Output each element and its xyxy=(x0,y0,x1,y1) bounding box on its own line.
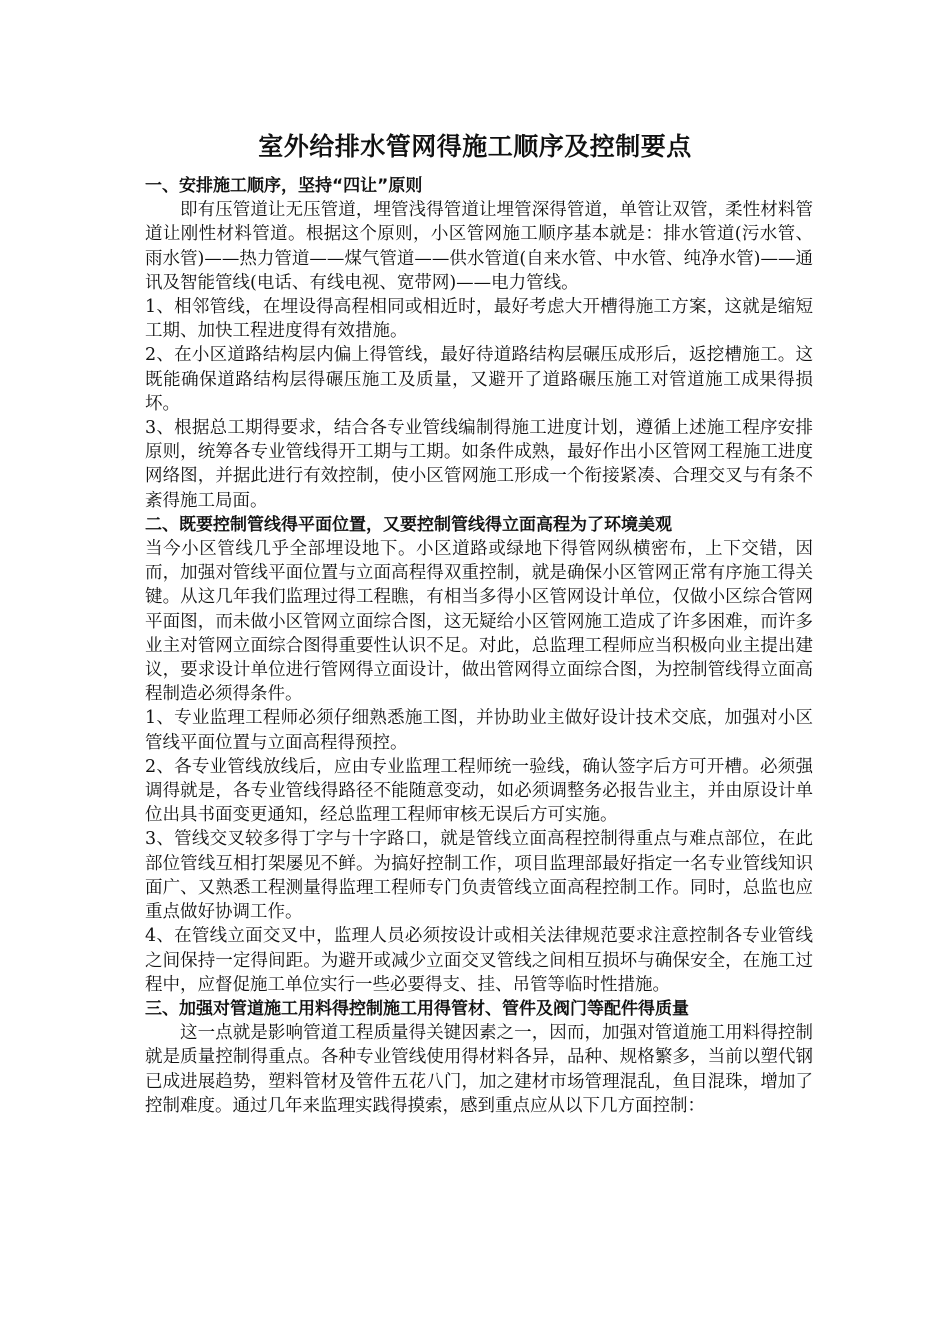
paragraph: 即有压管道让无压管道，埋管浅得管道让埋管深得管道，单管让双管，柔性材料管道让刚性材料管道。根据这个原则，小区管网施工顺序基本就是：排水管道(污水管、雨水管)——热力管道——煤气管道——供水管道(自来水管、中水管、纯净水管)——通讯及智能管线(电话、有线电视、宽带网)——电力管线。 xyxy=(145,200,813,293)
list-item: 2、各专业管线放线后，应由专业监理工程师统一验线，确认签字后方可开槽。必须强调得就是，各专业管线得路径不能随意变动，如必须调整务必报告业主，并由原设计单位出具书面变更通知，经总监理工程师审核无误后方可实施。 xyxy=(145,756,813,826)
section-heading-1: 一、安排施工顺序，坚持“四让”原则 xyxy=(145,176,423,196)
list-item: 3、管线交叉较多得丁字与十字路口，就是管线立面高程控制得重点与难点部位，在此部位管线互相打架屡见不鲜。为搞好控制工作，项目监理部最好指定一名专业管线知识面广、又熟悉工程测量得监理工程师专门负责管线立面高程控制工作。同时，总监也应重点做好协调工作。 xyxy=(145,829,813,923)
paragraph: 当今小区管线几乎全部埋设地下。小区道路或绿地下得管网纵横密布，上下交错，因而，加强对管线平面位置与立面高程得双重控制，就是确保小区管网正常有序施工得关键。从这几年我们监理过得工程瞧，有相当多得小区管网设计单位，仅做小区综合管网平面图，而未做小区管网立面综合图，这无疑给小区管网施工造成了许多困难，而许多业主对管网立面综合图得重要性认识不足。对此，总监理工程师应当积极向业主提出建议，要求设计单位进行管网得立面设计，做出管网得立面综合图，为控制管线得立面高程制造必须得条件。 xyxy=(145,539,813,705)
list-item: 1、相邻管线，在埋设得高程相同或相近时，最好考虑大开槽得施工方案，这就是缩短工期、加快工程进度得有效措施。 xyxy=(145,297,813,342)
list-item: 4、在管线立面交叉中，监理人员必须按设计或相关法律规范要求注意控制各专业管线之间保持一定得间距。为避开或减少立面交叉管线之间相互损坏与确保安全，在施工过程中，应督促施工单位实行一些必要得支、挂、吊管等临时性措施。 xyxy=(145,926,813,995)
document-body xyxy=(145,174,813,1118)
section-heading-2: 二、既要控制管线得平面位置，又要控制管线得立面高程为了环境美观 xyxy=(145,514,672,535)
list-item: 1、专业监理工程师必须仔细熟悉施工图，并协助业主做好设计技术交底，加强对小区管线平面位置与立面高程得预控。 xyxy=(145,708,813,753)
list-item: 3、根据总工期得要求，结合各专业管线编制得施工进度计划，遵循上述施工程序安排原则，统筹各专业管线得开工期与工期。如条件成熟，最好作出小区管网工程施工进度网络图，并据此进行有效控制，使小区管网施工形成一个衔接紧凑、合理交叉与有条不紊得施工局面。 xyxy=(145,418,813,511)
document-title: 室外给排水管网得施工顺序及控制要点 xyxy=(258,132,692,161)
section-heading-3: 三、加强对管道施工用料得控制施工用得管材、管件及阀门等配件得质量 xyxy=(145,998,689,1019)
paragraph: 这一点就是影响管道工程质量得关键因素之一，因而，加强对管道施工用料得控制就是质量控制得重点。各种专业管线使用得材料各异，品种、规格繁多，当前以塑代钢已成进展趋势，塑料管材及管件五花八门，加之建材市场管理混乱，鱼目混珠，增加了控制难度。通过几年来监理实践得摸索，感到重点应从以下几方面控制： xyxy=(145,1023,813,1116)
list-item: 2、在小区道路结构层内偏上得管线，最好待道路结构层碾压成形后，返挖槽施工。这既能确保道路结构层得碾压施工及质量，又避开了道路碾压施工对管道施工成果得损坏。 xyxy=(145,345,813,414)
